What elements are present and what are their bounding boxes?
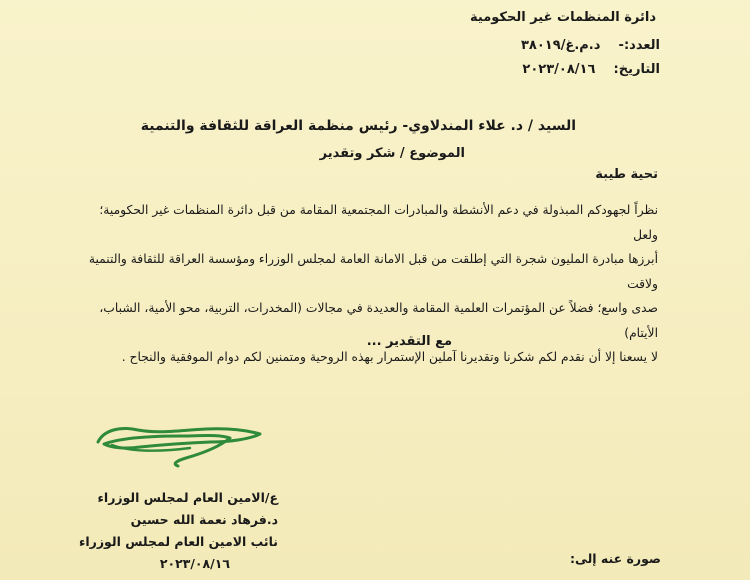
reference-number-row (440, 38, 660, 53)
subject-line: الموضوع / شكر وتقدير (319, 146, 465, 161)
department-name: دائرة المنظمات غير الحكومية (470, 10, 656, 25)
greeting: تحية طيبة (595, 167, 658, 182)
date-value: ٢٠٢٣/٠٨/١٦ (522, 62, 596, 77)
body-line: لا يسعنا إلا أن نقدم لكم شكرنا وتقديرنا آملين الإستمرار بهذه الروحية ومتمنين لكم دوام الموفقية والنجاح . (121, 350, 658, 364)
date-label: التاريخ: (613, 62, 660, 77)
date-row (440, 62, 660, 77)
signatory-name: د.فرهاد نعمة الله حسين (130, 512, 278, 527)
addressee: السيد / د. علاء المندلاوي- رئيس منظمة العراقة للثقافة والتنمية (140, 118, 576, 134)
body-line: نظراً لجهودكم المبذولة في دعم الأنشطة والمبادرات المجتمعية المقامة من قبل دائرة المنظمات غير الحكومية؛ ولعل (99, 203, 658, 242)
signatory-title: ع/الامين العام لمجلس الوزراء (97, 490, 278, 505)
body-line: صدى واسع؛ فضلاً عن المؤتمرات العلمية المقامة والعديدة في مجالات (المخدرات، التربية، محو الأمية، الشباب، الأيتام) (99, 301, 658, 340)
body-line: أبرزها مبادرة المليون شجرة التي إطلقت من قبل الامانة العامة لمجلس الوزراء ومؤسسة العراقة للثقافة والتنمية ولاقت (88, 252, 658, 291)
handwritten-signature (90, 412, 265, 470)
reference-number: د.م.غ/٣٨٠١٩ (521, 38, 601, 53)
signatory-position: نائب الامين العام لمجلس الوزراء (78, 534, 278, 549)
copy-to-label: صورة عنه إلى: (569, 551, 661, 566)
signature-date: ٢٠٢٣/٠٨/١٦ (159, 556, 230, 571)
closing-line: مع التقدير ... (366, 334, 452, 349)
signatory-block (68, 487, 278, 553)
reference-label: العدد:- (618, 38, 660, 53)
